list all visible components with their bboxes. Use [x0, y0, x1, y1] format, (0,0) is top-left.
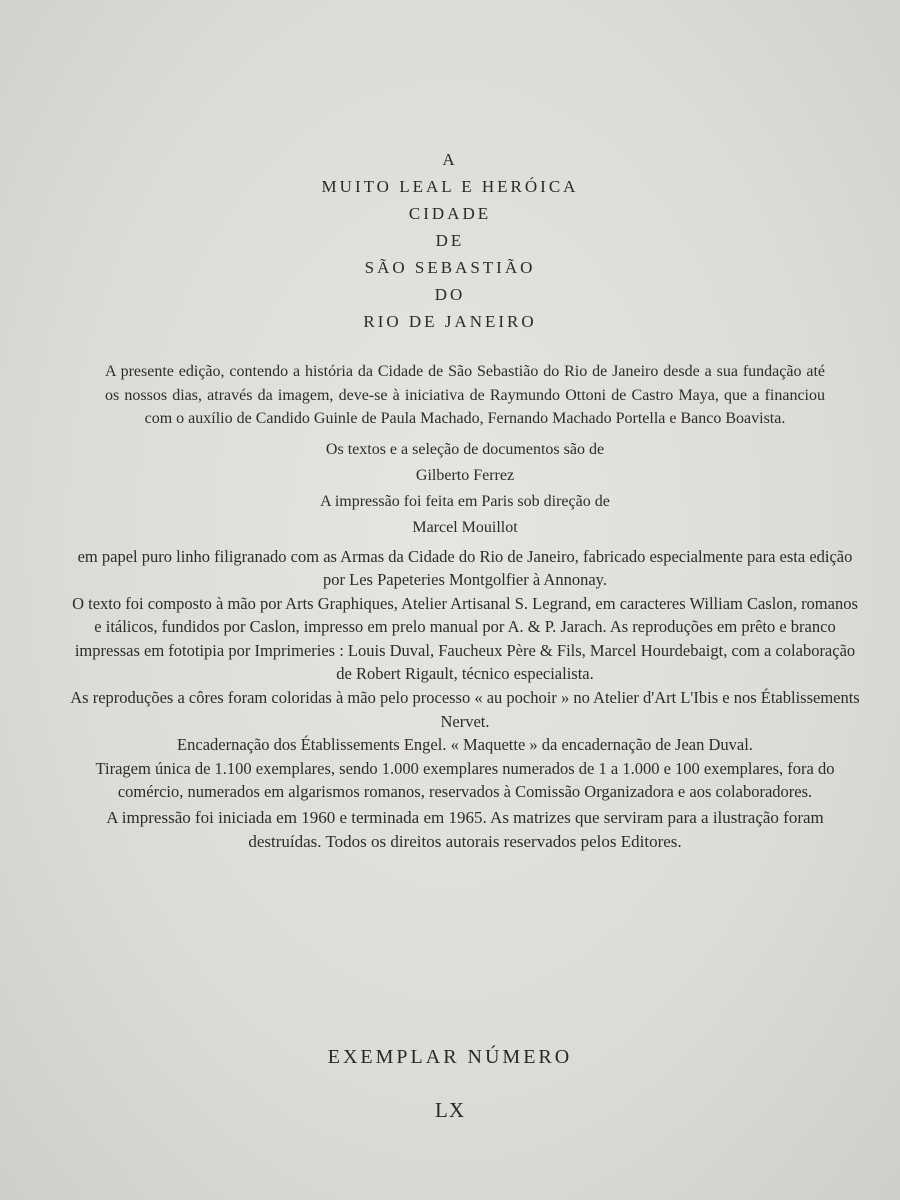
exemplar-number: LX	[435, 1098, 465, 1122]
title-line-do: DO	[434, 285, 466, 304]
title-line-rio-de-janeiro: RIO DE JANEIRO	[363, 312, 537, 331]
title-block	[0, 146, 900, 335]
texts-credit-label: Os textos e a seleção de documentos são de	[325, 440, 605, 458]
colophon-text	[70, 360, 860, 854]
title-line-muito-leal: MUITO LEAL E HERÓICA	[321, 177, 579, 196]
title-line-a: A	[442, 150, 458, 169]
typesetting-paragraph: O texto foi composto à mão por Arts Graphiques, Atelier Artisanal S. Legrand, em caracteres William Caslon, romanos e itálicos, fundidos por Caslon, impresso em prelo manual por A. & P. Jarach. As reproduções em prêto e branco impressas em fototipia por Imprimeries : Louis Duval, Faucheux Père & Fils, Marcel Hourdebaigt, com a colaboração de Robert Rigault, técnico especialista.	[72, 593, 858, 684]
paper-paragraph: em papel puro linho filigranado com as Armas da Cidade do Rio de Janeiro, fabricado especialmente para esta edição por Les Papeteries Montgolfier à Annonay.	[77, 546, 853, 590]
title-line-cidade: CIDADE	[408, 204, 492, 223]
intro-paragraph: A presente edição, contendo a história da Cidade de São Sebastião do Rio de Janeiro desde a sua fundação até os nossos dias, através da imagem, deve-se à iniciativa de Raymundo Ottoni de Castro Maya, que a financiou com o auxílio de Candido Guinle de Paula Machado, Fernando Machado Portella e Banco Boavista.	[105, 363, 825, 427]
binding-paragraph: Encadernação dos Établissements Engel. « Maquette » da encadernação de Jean Duval.	[177, 735, 753, 755]
printing-details	[70, 545, 860, 855]
print-credit-director: Marcel Mouillot	[412, 518, 518, 536]
texts-credit-author: Gilberto Ferrez	[415, 466, 515, 484]
edition-paragraph: Tiragem única de 1.100 exemplares, sendo 1.000 exemplares numerados de 1 a 1.000 e 100 exemplares, fora do comércio, numerados em algarismos romanos, reservados à Comissão Organizadora e aos colaboradores.	[95, 758, 835, 802]
title-line-sao-sebastiao: SÃO SEBASTIÃO	[364, 258, 536, 277]
print-credit-label: A impressão foi feita em Paris sob direção de	[320, 492, 610, 510]
title-line-de: DE	[435, 231, 465, 250]
exemplar-label: EXEMPLAR NÚMERO	[327, 1046, 573, 1068]
color-plates-paragraph: As reproduções a côres foram coloridas à mão pelo processo « au pochoir » no Atelier d'Art L'Ibis e nos Établissements Nervet.	[70, 688, 860, 731]
final-paragraph: A impressão foi iniciada em 1960 e terminada em 1965. As matrizes que serviram para a ilustração foram destruídas. Todos os direitos autorais reservados pelos Editores.	[106, 808, 824, 852]
